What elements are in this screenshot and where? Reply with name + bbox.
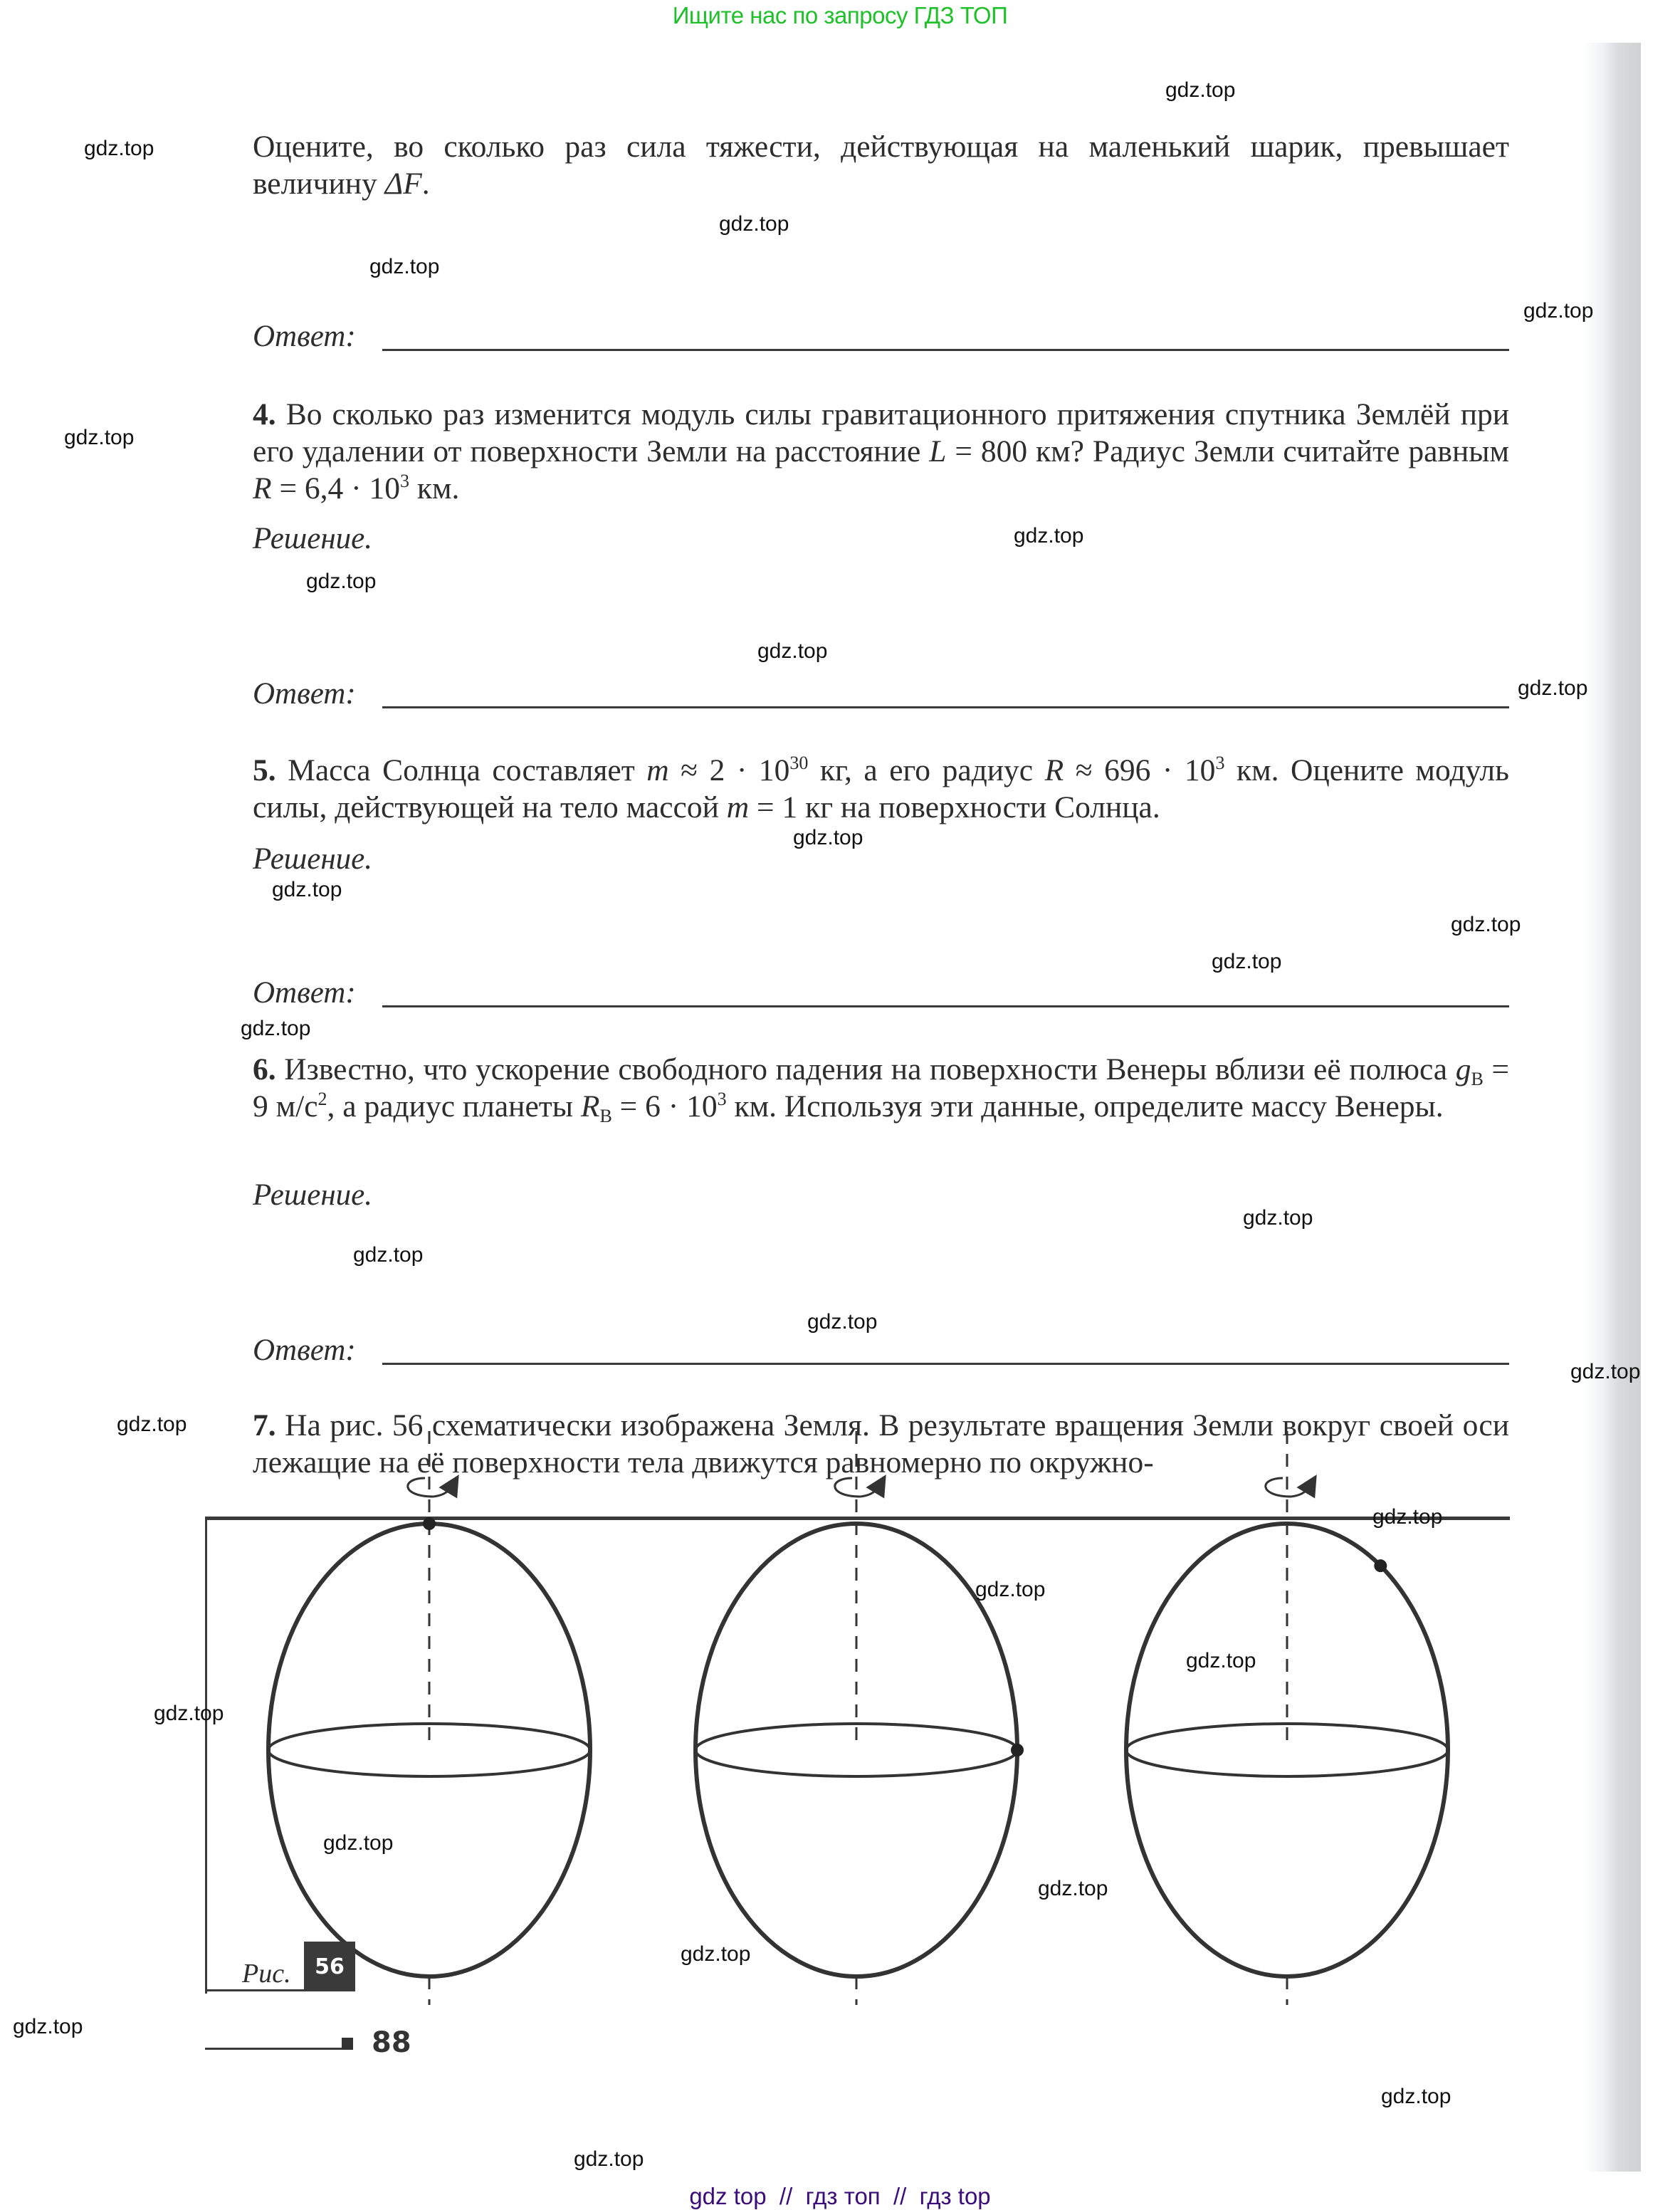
var-g: g — [1455, 1052, 1471, 1086]
var-R: R — [580, 1089, 600, 1124]
task-text: = 1 кг на поверхности Солнца. — [749, 790, 1160, 824]
watermark: gdz.top — [1570, 1360, 1641, 1383]
figure-number-badge: 56 — [304, 1942, 355, 1991]
page-footer-rule — [205, 2048, 347, 2050]
watermark: gdz.top — [1243, 1206, 1313, 1230]
task-text: Известно, что ускорение свободного падения на поверхности Венеры вблизи её полюса — [275, 1052, 1456, 1086]
task-text: ≈ 696 · 10 — [1064, 753, 1216, 787]
exponent: 3 — [399, 471, 409, 491]
subscript: В — [1471, 1069, 1484, 1089]
watermark: gdz.top — [681, 1942, 751, 1966]
watermark: gdz.top — [807, 1310, 878, 1334]
watermark: gdz.top — [117, 1413, 187, 1436]
bottom-banner: gdz top // гдз топ // гдз top — [689, 2183, 991, 2209]
task-text: км. Используя эти данные, определите массу Венеры. — [726, 1089, 1444, 1124]
watermark: gdz.top — [1381, 2085, 1451, 2108]
watermark: gdz.top — [64, 426, 135, 449]
answer-label: Ответ: — [253, 976, 356, 1010]
body-marker-dot — [423, 1517, 436, 1530]
watermark: gdz.top — [1014, 524, 1084, 548]
answer-label: Ответ: — [253, 320, 356, 353]
var-R: R — [1044, 753, 1064, 787]
watermark: gdz.top — [719, 212, 789, 236]
watermark: gdz.top — [574, 2147, 644, 2171]
watermark: gdz.top — [272, 878, 342, 901]
watermark: gdz.top — [353, 1243, 424, 1267]
task-text: = 800 км? Радиус Земли считайте равным — [946, 434, 1509, 468]
watermark: gdz.top — [241, 1017, 311, 1040]
solution-label: Решение. — [253, 522, 373, 555]
exponent: 30 — [789, 753, 809, 773]
task-text: На рис. 56 схематически изображена Земля. В результате вращения Земли вокруг своей оси лежащие на её поверхности тела движутся равномерно по окружно- — [253, 1408, 1509, 1480]
task-number: 7. — [253, 1408, 276, 1442]
watermark: gdz.top — [84, 137, 154, 160]
watermark: gdz.top — [13, 2015, 83, 2038]
page-footer-marker — [342, 2038, 353, 2050]
watermark: gdz.top — [154, 1702, 224, 1725]
intro-text: Оцените, во сколько раз сила тяжести, действующая на маленький шарик, превышает величину — [253, 130, 1509, 201]
watermark: gdz.top — [757, 639, 828, 663]
watermark: gdz.top — [1451, 913, 1521, 936]
rotation-arrow-icon — [1266, 1478, 1311, 1497]
page-number: 88 — [372, 2026, 411, 2059]
var-m: m — [726, 790, 750, 824]
task-text: = 6 · 10 — [611, 1089, 718, 1124]
watermark: gdz.top — [1212, 950, 1282, 973]
watermark: gdz.top — [1523, 299, 1594, 323]
intro-end: . — [421, 167, 430, 201]
body-marker-dot — [1011, 1744, 1024, 1756]
exponent: 3 — [1215, 753, 1225, 773]
watermark: gdz.top — [1165, 78, 1236, 102]
exponent: 2 — [317, 1089, 327, 1109]
var-R: R — [253, 471, 272, 506]
body-marker-dot — [1374, 1559, 1387, 1572]
watermark: gdz.top — [1186, 1649, 1256, 1672]
task-text: Во сколько раз изменится модуль силы гравитационного притяжения спутника Землёй при его удалении от поверхности Земли на расстояние — [253, 397, 1509, 468]
task-number: 4. — [253, 397, 276, 431]
task-text: = 6,4 · 10 — [271, 471, 400, 506]
intro-var: ΔF — [384, 167, 422, 201]
task-text: , а радиус планеты — [327, 1089, 581, 1124]
task-text: ≈ 2 · 10 — [668, 753, 790, 787]
task-number: 5. — [253, 753, 276, 787]
exponent: 3 — [717, 1089, 727, 1109]
top-banner: Ищите нас по запросу ГДЗ ТОП — [672, 2, 1008, 28]
rotation-arrow-icon — [408, 1478, 453, 1497]
task-number: 6. — [253, 1052, 276, 1086]
answer-label: Ответ: — [253, 677, 356, 711]
answer-label: Ответ: — [253, 1334, 356, 1367]
watermark: gdz.top — [1372, 1505, 1443, 1529]
task-text: кг, а его радиус — [808, 753, 1045, 787]
subscript: В — [599, 1106, 612, 1126]
watermark: gdz.top — [1518, 676, 1588, 700]
watermark: gdz.top — [975, 1578, 1046, 1601]
solution-label: Решение. — [253, 842, 373, 876]
figure-caption: Рис. — [242, 1959, 291, 1989]
watermark: gdz.top — [369, 255, 440, 278]
task-text: = 9 м/с — [253, 1052, 1509, 1124]
watermark: gdz.top — [1038, 1877, 1108, 1900]
rotation-arrow-icon — [835, 1478, 881, 1497]
var-m: m — [646, 753, 669, 787]
task-text: км. — [409, 471, 460, 506]
watermark: gdz.top — [306, 570, 377, 593]
watermark: gdz.top — [793, 826, 863, 849]
watermark: gdz.top — [323, 1831, 394, 1855]
task-text: км. Оцените модуль силы, действующей на тело массой — [253, 753, 1509, 824]
solution-label: Решение. — [253, 1178, 373, 1212]
var-L: L — [929, 434, 947, 468]
task-text: Масса Солнца составляет — [275, 753, 647, 787]
